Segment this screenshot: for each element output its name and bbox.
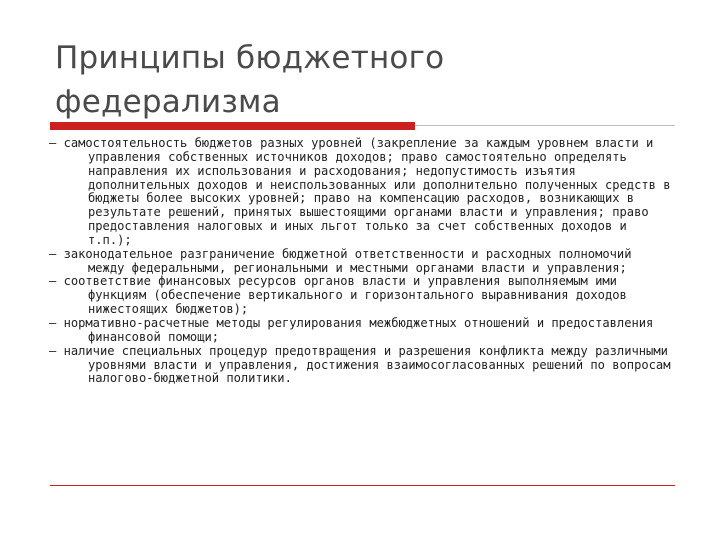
- title-accent-bar: [50, 122, 415, 130]
- list-item: [49, 317, 671, 345]
- bottom-divider-line: [50, 485, 675, 486]
- list-item: [49, 345, 671, 387]
- dash-bullet: –: [49, 274, 64, 289]
- list-item-text: законодательное разграничение бюджетной ответственности и расходных полномочий между федеральными, региональными и местными органами власти и управления;: [63, 246, 632, 275]
- list-item-text: самостоятельность бюджетов разных уровней (закрепление за каждым уровнем власти и управления собственных источников доходов; право самостоятельно определять направления их использования и расходования; недопустимость изъятия дополнительных доходов и неиспользованных или дополнительно полученных средств в бюджеты более высоких уровней; право на компенсацию расходов, возникающих в результате решений, принятых вышестоящими органами власти и управления; право предоставления налоговых и иных льгот только за счет собственных доходов и т.п.);: [63, 136, 671, 247]
- list-item-text: наличие специальных процедур предотвращения и разрешения конфликта между различными уровнями власти и управления, достижения взаимосогласованных решений по вопросам налогово-бюджетной политики.: [63, 343, 671, 386]
- slide-title-line-1: Принципы бюджетного: [55, 40, 445, 76]
- list-item-text: нормативно-расчетные методы регулирования межбюджетных отношений и предоставления финансовой помощи;: [63, 315, 654, 344]
- slide-title: [55, 36, 675, 124]
- dash-bullet: –: [49, 343, 64, 358]
- list-item: [49, 248, 671, 276]
- dash-bullet: –: [49, 136, 64, 150]
- principles-list: [49, 137, 671, 386]
- dash-bullet: –: [49, 246, 64, 261]
- list-item: [49, 275, 671, 317]
- list-item: [49, 137, 671, 248]
- list-item-text: соответствие финансовых ресурсов органов власти и управления выполняемым ими функциям (обеспечение вертикального и горизонтального выравнивания доходов нижестоящих бюджетов);: [63, 274, 627, 317]
- slide-title-line-2: федерализма: [55, 84, 281, 120]
- dash-bullet: –: [49, 315, 64, 330]
